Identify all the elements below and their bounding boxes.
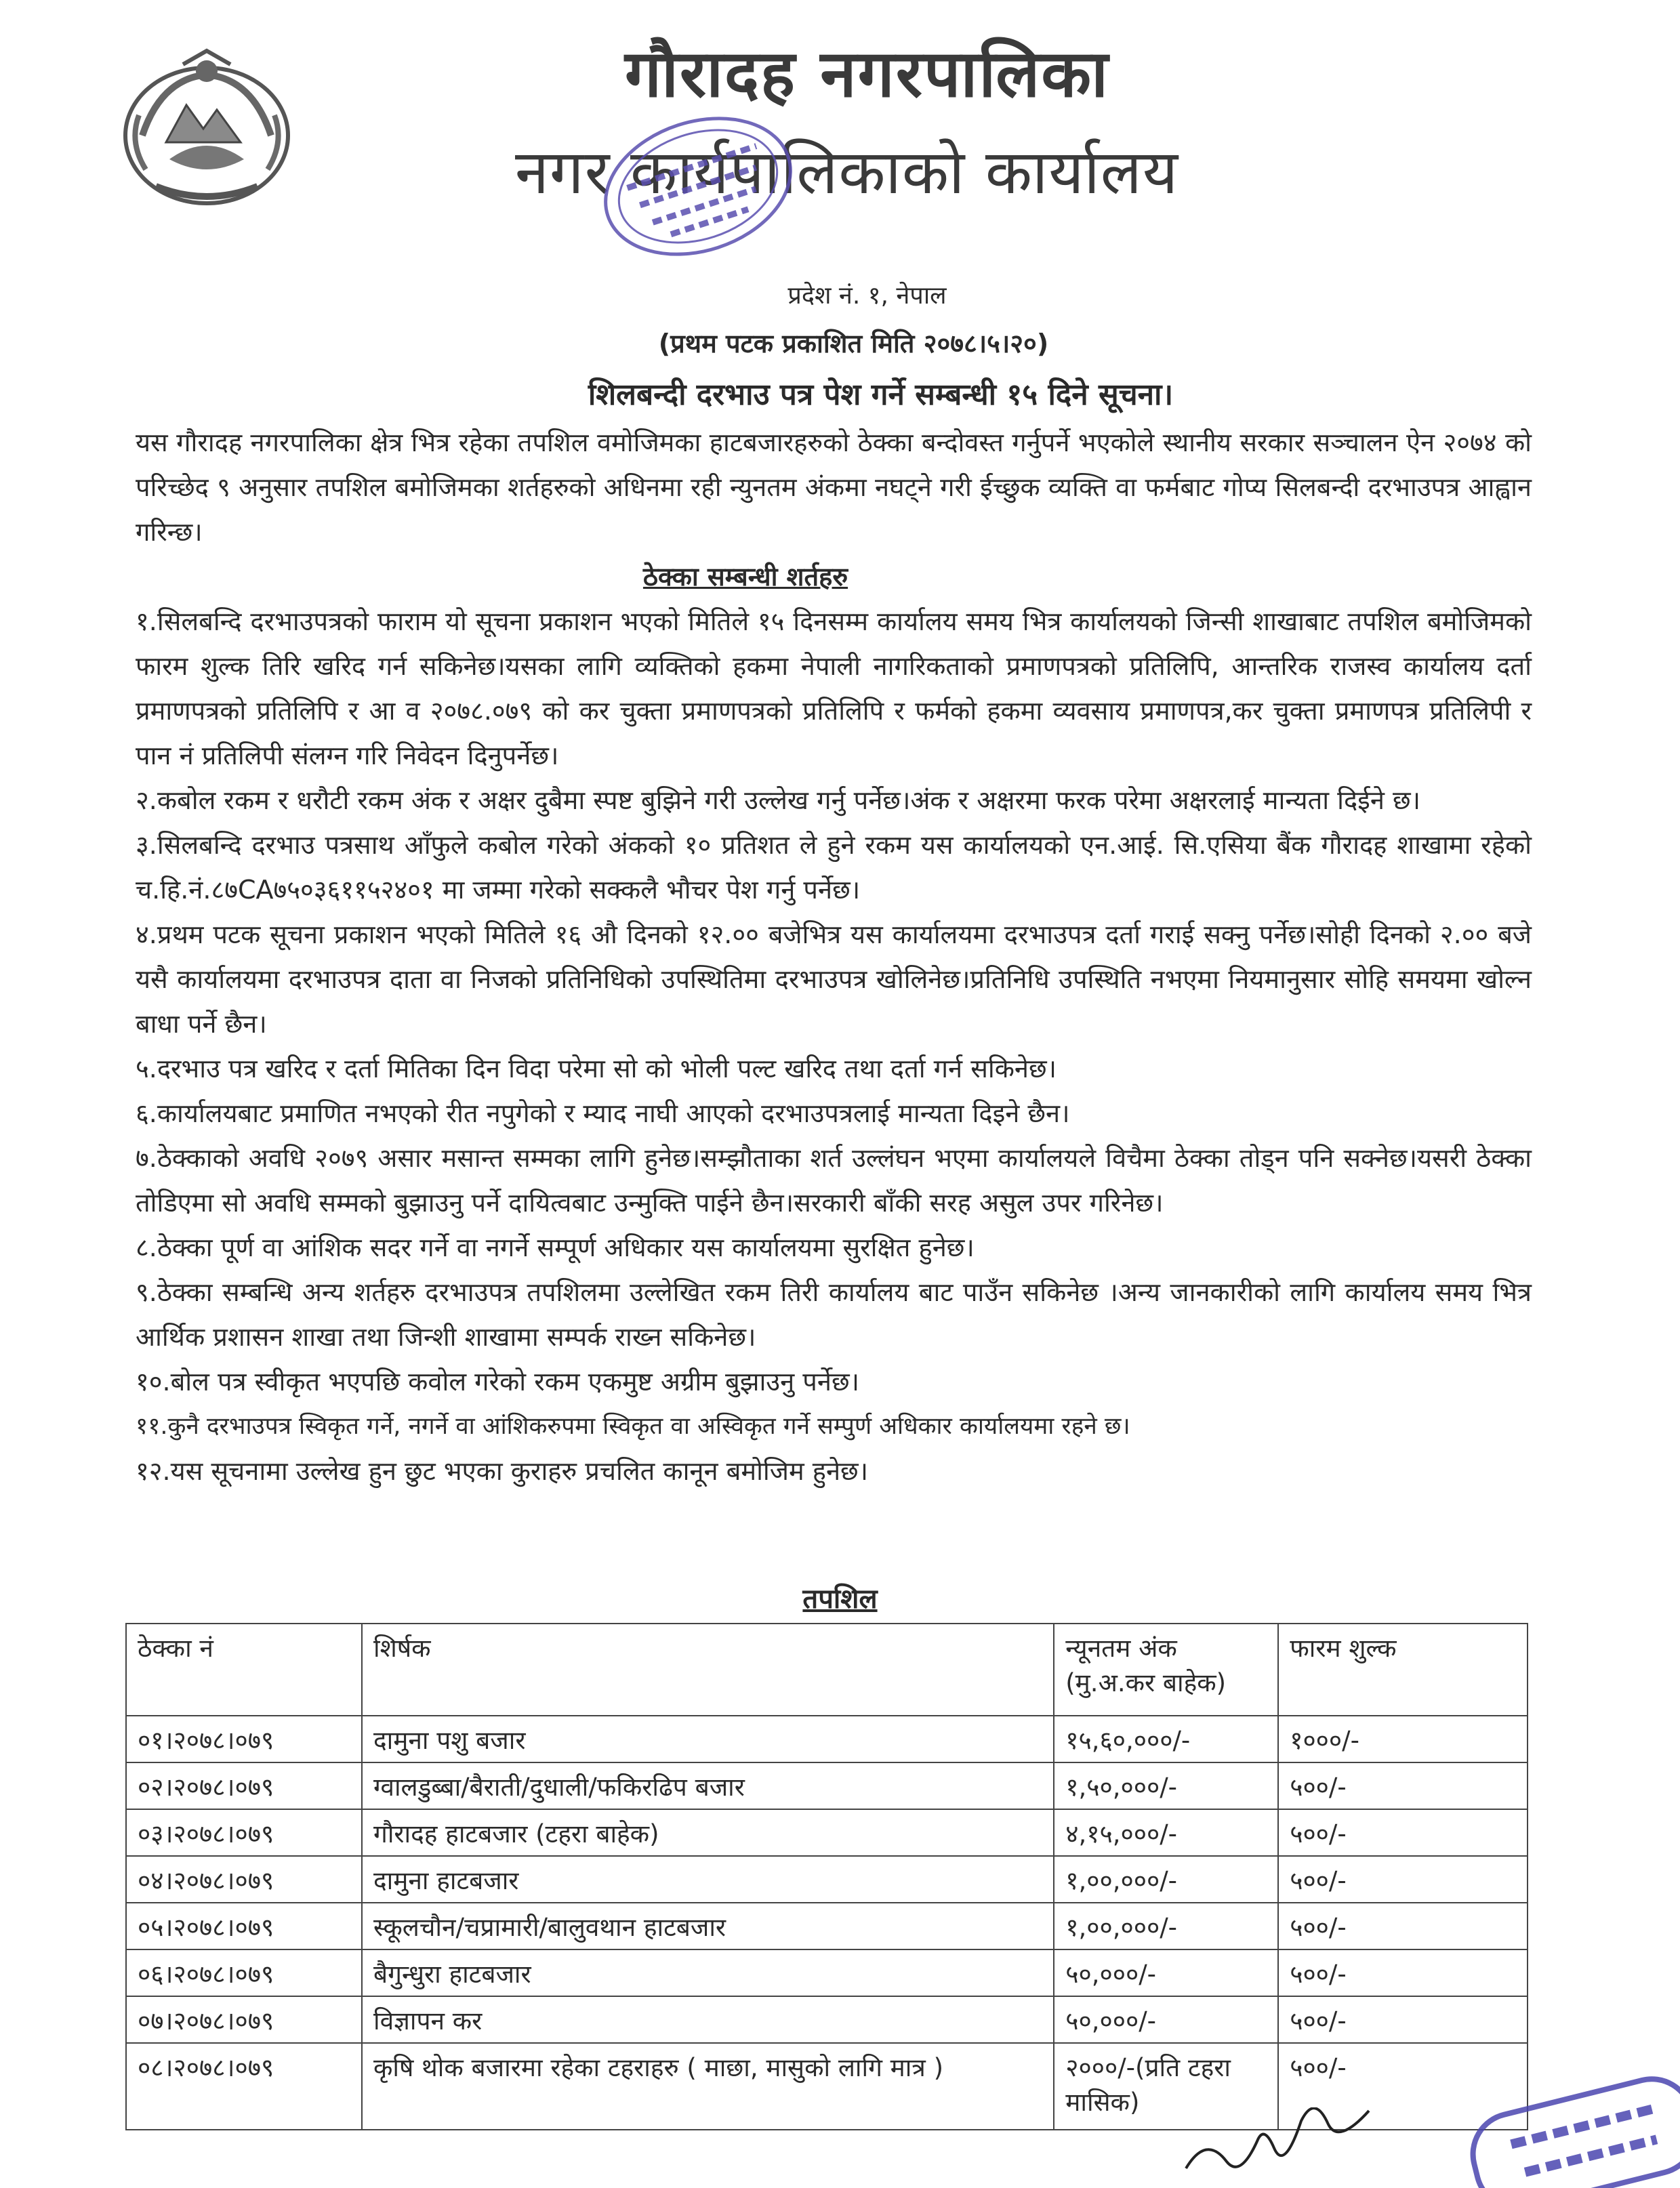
conditions-heading: ठेक्का सम्बन्धी शर्तहरु [642, 562, 848, 592]
publication-date: (प्रथम पटक प्रकाशित मिति २०७८।५।२०) [658, 329, 1049, 358]
minimum-amount: १,५०,०००/- [1054, 1762, 1278, 1809]
condition-4: ४.प्रथम पटक सूचना प्रकाशन भएको मितिले १६ औ दिनको १२.०० बजेभित्र यस कार्यालयमा दरभाउपत्र दर्ता गराई सक्नु पर्नेछ।सोही दिनको २.०० बजे यसै कार्यालयमा दरभाउपत्र दाता वा निजको प्रतिनिधिको उपस्थितिमा दरभाउपत्र खोलिनेछ।प्रतिनिधि उपस्थिति नभएमा नियमानुसार सोहि समयमा खोल्न बाधा पर्ने छैन। [136, 920, 1532, 1039]
minimum-amount: १,००,०००/- [1054, 1856, 1278, 1903]
officer-seal [1457, 2073, 1680, 2188]
title-cell: दामुना पशु बजार [362, 1716, 1054, 1762]
condition-6: ६.कार्यालयबाट प्रमाणित नभएको रीत नपुगेको र म्याद नाघी आएको दरभाउपत्रलाई मान्यता दिइने छैन। [136, 1098, 1070, 1128]
table-row [126, 1949, 1528, 1996]
minimum-amount: २०००/-(प्रति टहरा मासिक) [1054, 2043, 1278, 2130]
contract-no: ०१।२०७८।०७९ [126, 1716, 362, 1762]
schedule-table [125, 1623, 1528, 2130]
notice-body [136, 420, 1532, 1493]
minimum-amount: ४,१५,०००/- [1054, 1809, 1278, 1856]
condition-9: ९.ठेक्का सम्बन्धि अन्य शर्तहरु दरभाउपत्र तपशिलमा उल्लेखित रकम तिरी कार्यालय बाट पाउँन सकिनेछ ।अन्य जानकारीको लागि कार्यालय समय भित्र आर्थिक प्रशासन शाखा तथा जिन्शी शाखामा सम्पर्क राख्न सकिनेछ। [136, 1277, 1532, 1352]
table-row [126, 1996, 1528, 2043]
province-line: प्रदेश नं. १, नेपाल [787, 282, 947, 310]
column-header: शिर्षक [362, 1624, 1054, 1716]
office-stamp [590, 102, 806, 271]
condition-2: २.कबोल रकम र धरौटी रकम अंक र अक्षर दुबैमा स्पष्ट बुझिने गरी उल्लेख गर्नु पर्नेछ।अंक र अक्षरमा फरक परेमा अक्षरलाई मान्यता दिईने छ। [136, 785, 1421, 815]
contract-no: ०३।२०७८।०७९ [126, 1809, 362, 1856]
form-fee: ५००/- [1278, 1903, 1528, 1949]
contract-no: ०४।२०७८।०७९ [126, 1856, 362, 1903]
contract-no: ०२।२०७८।०७९ [126, 1762, 362, 1809]
table-header-row [126, 1624, 1528, 1716]
notice-title: शिलबन्दी दरभाउ पत्र पेश गर्ने सम्बन्धी १५ दिने सूचना। [588, 377, 1174, 412]
column-header: फारम शुल्क [1278, 1624, 1528, 1716]
title-cell: विज्ञापन कर [362, 1996, 1054, 2043]
contract-no: ०७।२०७८।०७९ [126, 1996, 362, 2043]
minimum-amount: १,००,०००/- [1054, 1903, 1278, 1949]
column-header: ठेक्का नं [126, 1624, 362, 1716]
minimum-amount: १५,६०,०००/- [1054, 1716, 1278, 1762]
form-fee: ५००/- [1278, 1762, 1528, 1809]
condition-11: ११.कुनै दरभाउपत्र स्विकृत गर्ने, नगर्ने वा आंशिकरुपमा स्विकृत वा अस्विकृत गर्ने सम्पुर्ण अधिकार कार्यालयमा रहने छ। [136, 1413, 1130, 1440]
column-header: न्यूनतम अंक (मु.अ.कर बाहेक) [1054, 1624, 1278, 1716]
form-fee: ५००/- [1278, 1856, 1528, 1903]
title-cell: दामुना हाटबजार [362, 1856, 1054, 1903]
minimum-amount: ५०,०००/- [1054, 1949, 1278, 1996]
condition-5: ५.दरभाउ पत्र खरिद र दर्ता मितिका दिन विदा परेमा सो को भोली पल्ट खरिद तथा दर्ता गर्न सकिनेछ। [136, 1054, 1057, 1083]
condition-12: १२.यस सूचनामा उल्लेख हुन छुट भएका कुराहरु प्रचलित कानून बमोजिम हुनेछ। [136, 1456, 869, 1486]
table-row [126, 1856, 1528, 1903]
table-row [126, 1809, 1528, 1856]
title-cell: स्कूलचौन/चप्रामारी/बालुवथान हाटबजार [362, 1903, 1054, 1949]
table-row [126, 1716, 1528, 1762]
municipality-name: गौरादह नगरपालिका [625, 36, 1109, 112]
schedule-heading: तपशिल [802, 1584, 878, 1615]
condition-8: ८.ठेक्का पूर्ण वा आंशिक सदर गर्ने वा नगर्ने सम्पूर्ण अधिकार यस कार्यालयमा सुरक्षित हुनेछ। [136, 1233, 975, 1262]
contract-no: ०५।२०७८।०७९ [126, 1903, 362, 1949]
form-fee: ५००/- [1278, 1949, 1528, 1996]
contract-no: ०६।२०७८।०७९ [126, 1949, 362, 1996]
form-fee: ५००/- [1278, 2043, 1528, 2130]
office-name: नगर कार्यपालिकाको कार्यालय [514, 137, 1179, 208]
form-fee: १०००/- [1278, 1716, 1528, 1762]
table-row [126, 1903, 1528, 1949]
title-cell: गौरादह हाटबजार (टहरा बाहेक) [362, 1809, 1054, 1856]
minimum-amount: ५०,०००/- [1054, 1996, 1278, 2043]
condition-7: ७.ठेक्काको अवधि २०७९ असार मसान्त सम्मका लागि हुनेछ।सम्झौताका शर्त उल्लंघन भएमा कार्यालयले विचैमा ठेक्का तोड्न पनि सक्नेछ।यसरी ठेक्का तोडिएमा सो अवधि सम्मको बुझाउनु पर्ने दायित्वबाट उन्मुक्ति पाईने छैन।सरकारी बाँकी सरह असुल उपर गरिनेछ। [136, 1143, 1532, 1218]
title-cell: कृषि थोक बजारमा रहेका टहराहरु ( माछा, मासुको लागि मात्र ) [362, 2043, 1054, 2130]
form-fee: ५००/- [1278, 1996, 1528, 2043]
contract-no: ०८।२०७८।०७९ [126, 2043, 362, 2130]
title-cell: ग्वालडुब्बा/बैराती/दुधाली/फकिरढिप बजार [362, 1762, 1054, 1809]
table-row [126, 1762, 1528, 1809]
condition-1: १.सिलबन्दि दरभाउपत्रको फाराम यो सूचना प्रकाशन भएको मितिले १५ दिनसम्म कार्यालय समय भित्र कार्यालयको जिन्सी शाखाबाट तपशिल बमोजिमको फारम शुल्क तिरि खरिद गर्न सकिनेछ।यसका लागि व्यक्तिको हकमा नेपाली नागरिकताको प्रमाणपत्रको प्रतिलिपि, आन्तरिक राजस्व कार्यालय दर्ता प्रमाणपत्रको प्रतिलिपि र आ व २०७८.०७९ को कर चुक्ता प्रमाणपत्रको प्रतिलिपि र फर्मको हकमा व्यवसाय प्रमाणपत्र,कर चुक्ता प्रमाणपत्र प्रतिलिपी र पान नं प्रतिलिपी संलग्न गरि निवेदन दिनुपर्नेछ। [136, 606, 1532, 770]
condition-10: १०.बोल पत्र स्वीकृत भएपछि कवोल गरेको रकम एकमुष्ट अग्रीम बुझाउनु पर्नेछ। [136, 1367, 860, 1397]
signature [1179, 2107, 1382, 2182]
intro-paragraph: यस गौरादह नगरपालिका क्षेत्र भित्र रहेका तपशिल वमोजिमका हाटबजारहरुको ठेक्का बन्दोवस्त गर्नुपर्ने भएकोले स्थानीय सरकार सञ्चालन ऐन २०७४ को परिच्छेद ९ अनुसार तपशिल बमोजिमका शर्तहरुको अधिनमा रही न्युनतम अंकमा नघट्ने गरी ईच्छुक व्यक्ति वा फर्मबाट गोप्य सिलबन्दी दरभाउपत्र आह्वान गरिन्छ। [136, 428, 1532, 547]
condition-3: ३.सिलबन्दि दरभाउ पत्रसाथ आँफुले कबोल गरेको अंकको १० प्रतिशत ले हुने रकम यस कार्यालयको एन.आई. सि.एसिया बैंक गौरादह शाखामा रहेको च.हि.नं.८७CA७५०३६११५२४०१ मा जम्मा गरेको सक्कलै भौचर पेश गर्नु पर्नेछ। [136, 830, 1532, 905]
form-fee: ५००/- [1278, 1809, 1528, 1856]
title-cell: बैगुन्धुरा हाटबजार [362, 1949, 1054, 1996]
